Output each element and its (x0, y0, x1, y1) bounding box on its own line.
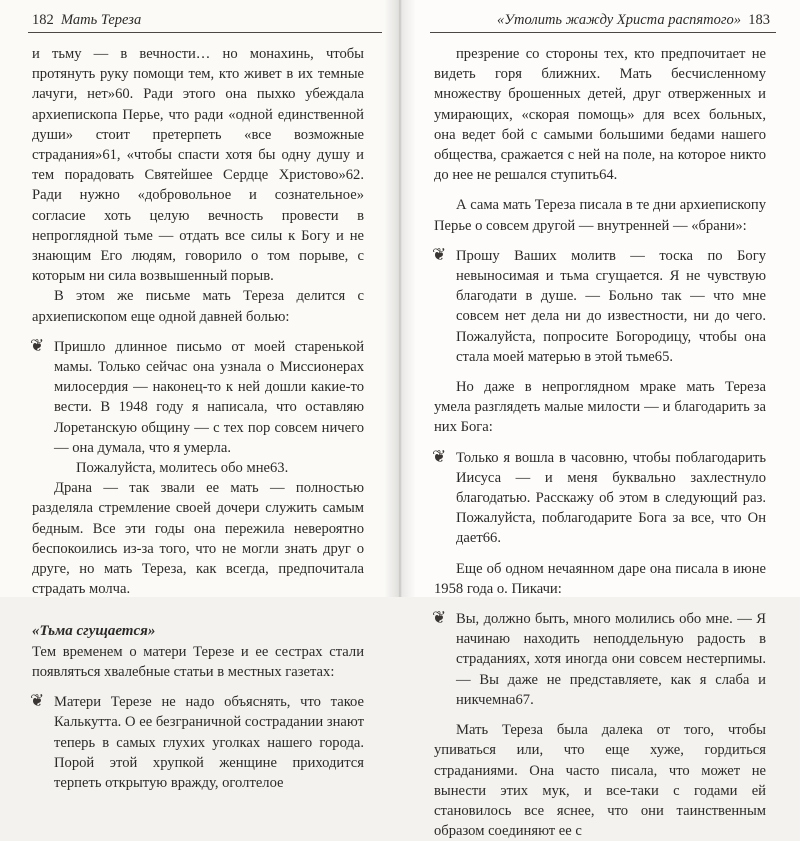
quote-paragraph: Только я вошла в часовню, чтобы поблагодарить Иисуса — и меня буквально захлестнуло благодатью. Расскажу об этом в следующий раз. Пожалуйста, поблагодарите Бога за все, что Он дает66. (456, 449, 766, 547)
quote-paragraph: Прошу Ваших молитв — тоска по Богу невыносимая и тьма сгущается. Я не чувствую благодати в душе. — Больно так — что мне совсем нет дела ни до известности, ни до чего. Пожалуйста, попросите Богородицу, чтобы она стала моей матерью в этой тьме65. (456, 247, 766, 365)
paragraph: Но даже в непроглядном мраке мать Тереза умела разглядеть малые милости — и благодарить за них Бога: (434, 379, 766, 436)
right-body-text (434, 44, 766, 841)
letter-quote (434, 609, 766, 710)
fleuron-ornament-icon: ❦ (30, 691, 45, 711)
left-page-number: 182 (32, 12, 54, 28)
right-page-number: 183 (748, 12, 770, 28)
paragraph: А сама мать Тереза писала в те дни архиепископу Перье о совсем другой — внутренней — «брани»: (434, 197, 766, 234)
fleuron-ornament-icon: ❦ (432, 446, 447, 466)
letter-quote (32, 337, 364, 478)
paragraph: Тем временем о матери Терезе и ее сестрах стали появляться хвалебные статьи в местных газетах: (32, 643, 364, 680)
fleuron-ornament-icon: ❦ (432, 244, 447, 264)
paragraph: презрение со стороны тех, кто предпочитает не видеть горя ближних. Мать бесчисленному множеству брошенных детей, друг отверженных и умирающих, «скорая помощь» для всех больных, она ведет бой с самыми большими бедами нашего общества, сражается с ней на поле, на которое никто до нее не решался ступить64. (434, 46, 766, 184)
paragraph: и тьму — в вечности… но монахинь, чтобы протянуть руку помощи тем, кто живет в их темные лачуги, нет»60. Ради этого она пыхко убеждала архиепископа Перье, что ради «одной единственной души» стоит претерпеть «все возможные страдания»61, «чтобы спасти хотя бы одну душу и тем порадовать Святейшее Сердце Христово»62. Ради нужно «добровольное и сознательное» согласие хоть целую вечность провести в непроглядной тьме — отдать все силы к Богу и не знающим Его людям, говорило о том порыве, с которым ни сила возвышенный порыв. (32, 46, 364, 285)
left-header-rule (28, 32, 382, 33)
letter-quote (434, 448, 766, 549)
left-body-text (32, 44, 364, 793)
quote-paragraph: Пришло длинное письмо от моей старенькой мамы. Только сейчас она узнала о Миссионерах милосердия — наконец-то к ней дошли какие-то вести. В 1948 году я написала, что оставляю Лоретанскую общину — с тех пор совсем ничего — она думала, что я умерла. (54, 338, 364, 456)
paragraph: Драна — так звали ее мать — полностью разделяла стремление своей дочери служить самым бедным. Все эти годы она пережила невероятно беспокоились из-за того, что не могли знать друг о друге, но мать Тереза, как всегда, предпочитала страдать молча. (32, 480, 364, 598)
right-header-rule (430, 32, 776, 33)
right-running-title: «Утолить жажду Христа распятого» (497, 12, 741, 28)
right-page (400, 0, 800, 840)
quote-paragraph: Пожалуйста, молитесь обо мне63. (76, 460, 289, 477)
letter-quote (32, 692, 364, 793)
fleuron-ornament-icon: ❦ (432, 608, 447, 628)
fleuron-ornament-icon: ❦ (30, 335, 45, 355)
right-running-head (497, 12, 770, 29)
quote-paragraph: Вы, должно быть, много молились обо мне. — Я начинаю находить неподдельную радость в страданиях, хотя иногда они совсем нестерпимы. — Вы даже не представляете, как я слаба и никчемна67. (456, 611, 766, 708)
left-running-head (32, 12, 141, 29)
quote-paragraph: Матери Терезе не надо объяснять, что такое Калькутта. О ее безграничной сострадании знают теперь в самых глухих уголках нашего города. Порой этой хрупкой женщине приходится терпеть открытую вражду, оголтелое (54, 694, 364, 791)
letter-quote (434, 246, 766, 367)
paragraph: В этом же письме мать Тереза делится с архиепископом еще одной давней болью: (32, 288, 364, 325)
paragraph: Мать Тереза была далека от того, чтобы упиваться или, что еще хуже, гордиться страданиями. Она часто писала, что может не вынести этих мук, и все-таки с годами ей становилось все яснее, что они таинственным образом соединяют ее с (434, 722, 766, 840)
left-running-title: Мать Тереза (61, 12, 142, 28)
left-page (0, 0, 400, 791)
section-heading: «Тьма сгущается» (32, 623, 156, 640)
paragraph: Еще об одном нечаянном даре она писала в июне 1958 года о. Пикачи: (434, 560, 766, 597)
